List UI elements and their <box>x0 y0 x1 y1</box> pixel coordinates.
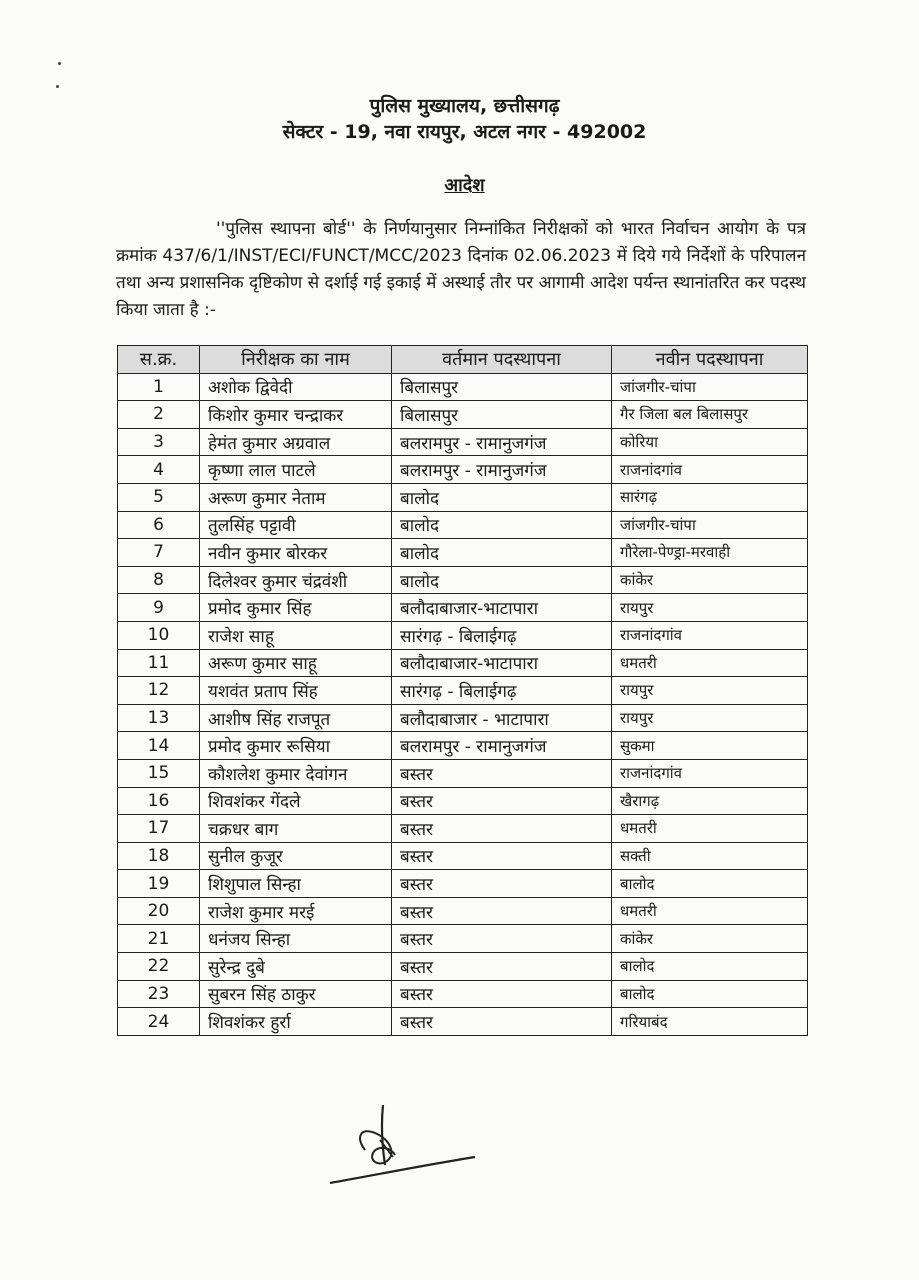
table-row <box>118 732 808 760</box>
header-current-posting: वर्तमान पदस्थापना <box>392 346 612 374</box>
current-posting-cell: बस्तर <box>392 759 612 787</box>
serial-number-cell: 6 <box>118 511 200 539</box>
new-posting-cell: रायपुर <box>612 594 808 622</box>
table-row <box>118 539 808 567</box>
serial-number-cell: 2 <box>118 401 200 429</box>
new-posting-cell: रायपुर <box>612 704 808 732</box>
serial-number-cell: 21 <box>118 925 200 953</box>
serial-number-cell: 23 <box>118 980 200 1008</box>
current-posting-cell: बलरामपुर - रामानुजगंज <box>392 428 612 456</box>
inspector-name-cell: शिशुपाल सिन्हा <box>200 870 392 898</box>
new-posting-cell: राजनांदगांव <box>612 621 808 649</box>
table-row <box>118 456 808 484</box>
current-posting-cell: बालोद <box>392 511 612 539</box>
inspector-name-cell: कृष्णा लाल पाटले <box>200 456 392 484</box>
serial-number-cell: 19 <box>118 870 200 898</box>
serial-number-cell: 7 <box>118 539 200 567</box>
order-intro-paragraph: ''पुलिस स्थापना बोर्ड'' के निर्णयानुसार निम्नांकित निरीक्षकों को भारत निर्वाचन आयोग के पत्र क्रमांक 437/6/1/INST/ECI/FUNCT/MCC/2023 दिनांक 02.06.2023 में दिये गये निर्देशों के परिपालन तथा अन्य प्रशासनिक दृष्टिकोण से दर्शाई गई इकाई में अस्थाई तौर पर आगामी आदेश पर्यन्त स्थानांतरित कर पदस्थ किया जाता है :- <box>116 219 806 320</box>
new-posting-cell: जांजगीर-चांपा <box>612 511 808 539</box>
current-posting-cell: बिलासपुर <box>392 401 612 429</box>
current-posting-cell: बलरामपुर - रामानुजगंज <box>392 456 612 484</box>
serial-number-cell: 24 <box>118 1008 200 1036</box>
inspector-name-cell: नवीन कुमार बोरकर <box>200 539 392 567</box>
serial-number-cell: 1 <box>118 373 200 401</box>
inspector-name-cell: चक्रधर बाग <box>200 815 392 843</box>
inspector-name-cell: राजेश साहू <box>200 621 392 649</box>
current-posting-cell: बलरामपुर - रामानुजगंज <box>392 732 612 760</box>
table-row <box>118 897 808 925</box>
new-posting-cell: राजनांदगांव <box>612 456 808 484</box>
table-row <box>118 483 808 511</box>
inspector-name-cell: प्रमोद कुमार सिंह <box>200 594 392 622</box>
inspector-name-cell: अशोक द्विवेदी <box>200 373 392 401</box>
serial-number-cell: 9 <box>118 594 200 622</box>
table-header-row <box>118 346 808 374</box>
new-posting-cell: गरियाबंद <box>612 1008 808 1036</box>
current-posting-cell: बालोद <box>392 483 612 511</box>
new-posting-cell: सक्ती <box>612 842 808 870</box>
new-posting-cell: राजनांदगांव <box>612 759 808 787</box>
serial-number-cell: 11 <box>118 649 200 677</box>
new-posting-cell: बालोद <box>612 980 808 1008</box>
new-posting-cell: कांकेर <box>612 925 808 953</box>
inspector-name-cell: तुलसिंह पट्टावी <box>200 511 392 539</box>
serial-number-cell: 10 <box>118 621 200 649</box>
table-row <box>118 759 808 787</box>
scan-speck <box>56 85 59 88</box>
serial-number-cell: 14 <box>118 732 200 760</box>
table-row <box>118 677 808 705</box>
inspector-name-cell: हेमंत कुमार अग्रवाल <box>200 428 392 456</box>
table-row <box>118 401 808 429</box>
table-row <box>118 428 808 456</box>
current-posting-cell: बालोद <box>392 566 612 594</box>
new-posting-cell: बालोद <box>612 953 808 981</box>
new-posting-cell: सुकमा <box>612 732 808 760</box>
current-posting-cell: बस्तर <box>392 842 612 870</box>
table-row <box>118 594 808 622</box>
current-posting-cell: बलौदाबाजार-भाटापारा <box>392 594 612 622</box>
inspector-name-cell: अरूण कुमार साहू <box>200 649 392 677</box>
inspector-name-cell: सुनील कुजूर <box>200 842 392 870</box>
new-posting-cell: धमतरी <box>612 897 808 925</box>
serial-number-cell: 17 <box>118 815 200 843</box>
new-posting-cell: धमतरी <box>612 649 808 677</box>
current-posting-cell: बिलासपुर <box>392 373 612 401</box>
table-row <box>118 373 808 401</box>
current-posting-cell: बस्तर <box>392 787 612 815</box>
current-posting-cell: बलौदाबाजार-भाटापारा <box>392 649 612 677</box>
inspector-name-cell: अरूण कुमार नेताम <box>200 483 392 511</box>
office-name: पुलिस मुख्यालय, छत्तीसगढ़ <box>369 95 560 117</box>
signature <box>325 1095 485 1190</box>
inspector-name-cell: दिलेश्वर कुमार चंद्रवंशी <box>200 566 392 594</box>
serial-number-cell: 8 <box>118 566 200 594</box>
inspector-name-cell: आशीष सिंह राजपूत <box>200 704 392 732</box>
current-posting-cell: बलौदाबाजार - भाटापारा <box>392 704 612 732</box>
new-posting-cell: गौरेला-पेण्ड्रा-मरवाही <box>612 539 808 567</box>
scan-speck <box>58 62 61 65</box>
table-row <box>118 649 808 677</box>
header-new-posting: नवीन पदस्थापना <box>612 346 808 374</box>
table-row <box>118 511 808 539</box>
serial-number-cell: 13 <box>118 704 200 732</box>
inspector-name-cell: धनंजय सिन्हा <box>200 925 392 953</box>
table-row <box>118 621 808 649</box>
header-serial: स.क्र. <box>118 346 200 374</box>
current-posting-cell: बस्तर <box>392 870 612 898</box>
serial-number-cell: 16 <box>118 787 200 815</box>
current-posting-cell: बस्तर <box>392 980 612 1008</box>
serial-number-cell: 18 <box>118 842 200 870</box>
office-address: सेक्टर - 19, नवा रायपुर, अटल नगर - 492002 <box>282 121 647 143</box>
serial-number-cell: 4 <box>118 456 200 484</box>
current-posting-cell: बस्तर <box>392 925 612 953</box>
new-posting-cell: गैर जिला बल बिलासपुर <box>612 401 808 429</box>
new-posting-cell: धमतरी <box>612 815 808 843</box>
new-posting-cell: सारंगढ़ <box>612 483 808 511</box>
serial-number-cell: 5 <box>118 483 200 511</box>
table-row <box>118 815 808 843</box>
inspector-name-cell: सुबरन सिंह ठाकुर <box>200 980 392 1008</box>
table-row <box>118 980 808 1008</box>
serial-number-cell: 22 <box>118 953 200 981</box>
table-row <box>118 704 808 732</box>
table-row <box>118 925 808 953</box>
inspector-name-cell: सुरेन्द्र दुबे <box>200 953 392 981</box>
table-row <box>118 566 808 594</box>
table-body <box>118 373 808 1035</box>
current-posting-cell: बस्तर <box>392 1008 612 1036</box>
table-row <box>118 1008 808 1036</box>
current-posting-cell: बस्तर <box>392 953 612 981</box>
order-title: आदेश <box>444 175 485 196</box>
inspector-name-cell: प्रमोद कुमार रूसिया <box>200 732 392 760</box>
current-posting-cell: सारंगढ़ - बिलाईगढ़ <box>392 677 612 705</box>
current-posting-cell: बालोद <box>392 539 612 567</box>
new-posting-cell: बालोद <box>612 870 808 898</box>
serial-number-cell: 15 <box>118 759 200 787</box>
serial-number-cell: 20 <box>118 897 200 925</box>
new-posting-cell: रायपुर <box>612 677 808 705</box>
table-row <box>118 787 808 815</box>
inspector-name-cell: यशवंत प्रताप सिंह <box>200 677 392 705</box>
inspector-name-cell: शिवशंकर गेंदले <box>200 787 392 815</box>
new-posting-cell: खैरागढ़ <box>612 787 808 815</box>
new-posting-cell: कांकेर <box>612 566 808 594</box>
current-posting-cell: बस्तर <box>392 815 612 843</box>
inspector-name-cell: राजेश कुमार मरई <box>200 897 392 925</box>
new-posting-cell: जांजगीर-चांपा <box>612 373 808 401</box>
inspector-name-cell: शिवशंकर हुर्रा <box>200 1008 392 1036</box>
serial-number-cell: 3 <box>118 428 200 456</box>
transfer-table <box>117 345 808 1036</box>
table-row <box>118 870 808 898</box>
serial-number-cell: 12 <box>118 677 200 705</box>
header-inspector-name: निरीक्षक का नाम <box>200 346 392 374</box>
current-posting-cell: सारंगढ़ - बिलाईगढ़ <box>392 621 612 649</box>
inspector-name-cell: किशोर कुमार चन्द्राकर <box>200 401 392 429</box>
table-row <box>118 842 808 870</box>
current-posting-cell: बस्तर <box>392 897 612 925</box>
inspector-name-cell: कौशलेश कुमार देवांगन <box>200 759 392 787</box>
new-posting-cell: कोरिया <box>612 428 808 456</box>
table-row <box>118 953 808 981</box>
